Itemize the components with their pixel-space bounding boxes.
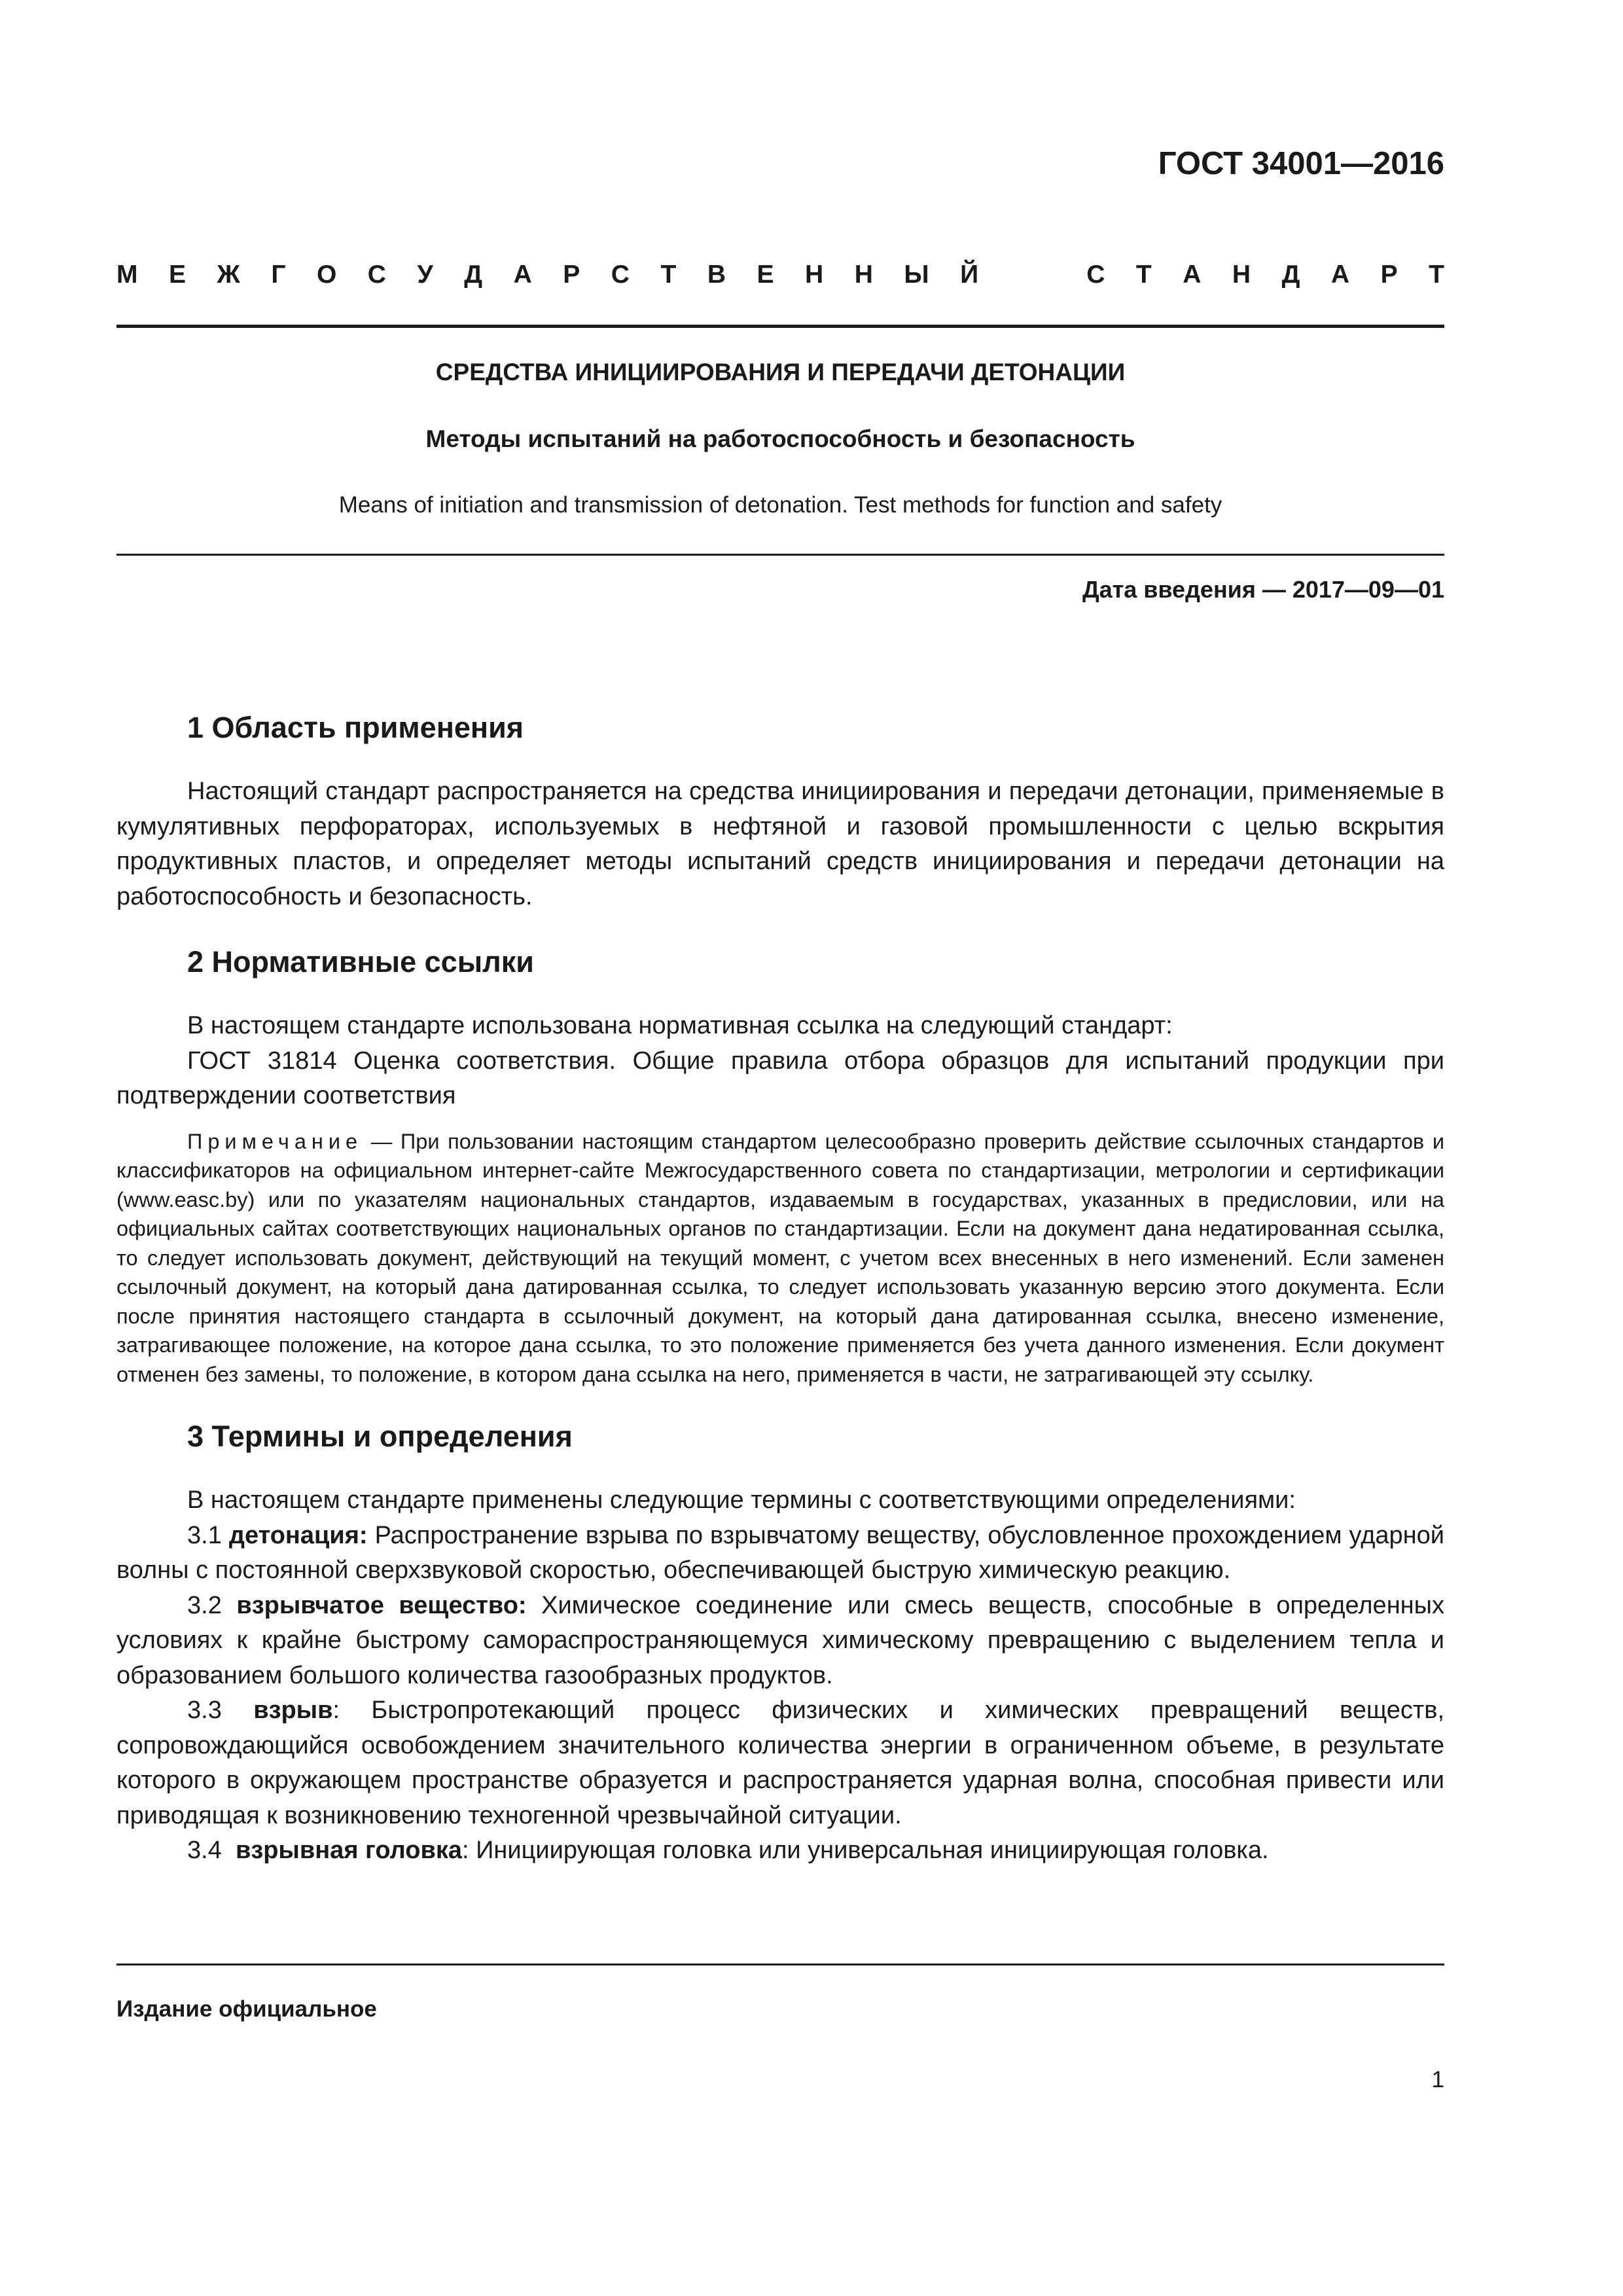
banner-letter: А (1330, 260, 1350, 289)
standard-type-banner (116, 262, 1444, 287)
banner-letter: С (367, 260, 386, 289)
banner-letter: Т (1429, 260, 1444, 289)
banner-letter: Р (563, 260, 580, 289)
terms-intro: В настоящем стандарте применены следующие термины с соответствующими определениями: (187, 1486, 1296, 1514)
term-name: детонация: (228, 1521, 368, 1549)
banner-letter: Ж (217, 260, 240, 289)
document-subtitle: Методы испытаний на работоспособность и безопасность (425, 425, 1135, 452)
banner-letter: С (1086, 260, 1105, 289)
section-spacer (116, 914, 1444, 944)
banner-letter: Е (169, 260, 187, 289)
term-item (116, 1693, 1444, 1833)
banner-letter: Т (1135, 260, 1152, 289)
section-heading-scope: 1 Область применения (187, 711, 524, 744)
term-number: 3.3 (187, 1696, 254, 1724)
banner-letter: Й (960, 260, 979, 289)
banner-letter: Д (1281, 260, 1300, 289)
section-heading-references: 2 Нормативные ссылки (187, 945, 534, 978)
banner-letter: В (707, 260, 726, 289)
references-intro: В настоящем стандарте использована нормативная ссылка на следующий стандарт: (187, 1012, 1173, 1039)
banner-letter: А (1183, 260, 1202, 289)
banner-letter: Д (464, 260, 483, 289)
term-definition: : Инициирующая головка или универсальная инициирующая головка. (462, 1837, 1269, 1864)
banner-letter: Р (1380, 260, 1398, 289)
term-number: 3.2 (187, 1591, 237, 1619)
term-name: взрывная головка (235, 1837, 462, 1864)
banner-letter: Н (854, 260, 873, 289)
term-name: взрыв (253, 1696, 333, 1724)
banner-letter: Т (660, 260, 677, 289)
banner-letter: О (316, 260, 337, 289)
introduction-date: Дата введения — 2017—09—01 (1082, 576, 1444, 603)
term-definition: Распространение взрыва по взрывчатому веществу, обусловленное прохождением ударной волны с постоянной сверхзвуковой скоростью, обеспечивающей быструю химическую реакцию. (116, 1521, 1444, 1584)
official-edition-label: Издание официальное (116, 1996, 377, 2022)
banner-letter: С (611, 260, 630, 289)
term-number: 3.4 (187, 1837, 236, 1864)
document-english-title: Means of initiation and transmission of detonation. Test methods for function and safety (338, 492, 1222, 518)
term-name: взрывчатое вещество: (236, 1591, 527, 1619)
references-item: ГОСТ 31814 Оценка соответствия. Общие правила отбора образцов для испытаний продукции при подтверждении соответствия (116, 1047, 1444, 1109)
term-item (116, 1588, 1444, 1694)
note-text: — При пользовании настоящим стандартом целесообразно проверить действие ссылочных стандартов и классификаторов на официальном интернет-сайте Межгосударственного совета по стандартизации, метрологии и сертификации (www.easc.by) или по указателям национальных стандартов, издаваемым в государствах, указанных в предисловии, или на официальных сайтах соответствующих национальных органов по стандартизации. Если на документ дана недатированная ссылка, то следует использовать документ, действующий на текущий момент, с учетом всех внесенных в него изменений. Если заменен ссылочный документ, на который дана датированная ссылка, то следует использовать указанную версию этого документа. Если после принятия настоящего стандарта в ссылочный документ, на который дана датированная ссылка, внесено изменение, затрагивающее положение, на которое дана ссылка, то это положение применяется без учета данного изменения. Если документ отменен без замены, то положение, в котором дана ссылка на него, применяется в части, не затрагивающей эту ссылку. (116, 1129, 1444, 1386)
document-title: СРЕДСТВА ИНИЦИИРОВАНИЯ И ПЕРЕДАЧИ ДЕТОНАЦИИ (435, 359, 1126, 386)
banner-letter: Е (757, 260, 774, 289)
banner-letter: А (513, 260, 532, 289)
term-item (116, 1833, 1444, 1869)
banner-letter: Н (805, 260, 824, 289)
header-divider (116, 325, 1444, 328)
footer-divider (116, 1964, 1444, 1965)
term-item (116, 1518, 1444, 1588)
document-number: ГОСТ 34001—2016 (1158, 146, 1444, 181)
banner-letter: Г (271, 260, 286, 289)
term-definition: : Быстропротекающий процесс физических и химических превращений веществ, сопровождающийся освобождением значительного количества энергии в ограниченном объеме, в результате которого в окружающем пространстве образуется и распространяется ударная волна, способная привести или приводящая к возникновению техногенной чрезвычайной ситуации. (116, 1696, 1444, 1829)
page-number: 1 (1431, 2067, 1444, 2092)
banner-letter: Н (1232, 260, 1251, 289)
banner-word-gap (1010, 262, 1056, 287)
scope-paragraph: Настоящий стандарт распространяется на средства инициирования и передачи детонации, применяемые в кумулятивных перфораторах, используемых в нефтяной и газовой промышленности с целью вскрытия продуктивных пластов, и определяет методы испытаний средств инициирования и передачи детонации на работоспособность и безопасность. (116, 778, 1444, 910)
banner-letter: М (116, 260, 138, 289)
banner-letter: У (417, 260, 433, 289)
title-divider (116, 554, 1444, 556)
section-heading-terms: 3 Термины и определения (187, 1420, 573, 1453)
note-label: Примечание (187, 1129, 363, 1153)
banner-letter: Ы (904, 260, 929, 289)
section-spacer (116, 1389, 1444, 1419)
references-note (116, 1127, 1444, 1390)
term-definition: Химическое соединение или смесь веществ, способные в определенных условиях к крайне быстрому самораспространяющемуся химическому превращению с выделением тепла и образованием большого количества газообразных продуктов. (116, 1591, 1444, 1689)
term-number: 3.1 (187, 1521, 229, 1549)
document-body (116, 710, 1444, 1869)
